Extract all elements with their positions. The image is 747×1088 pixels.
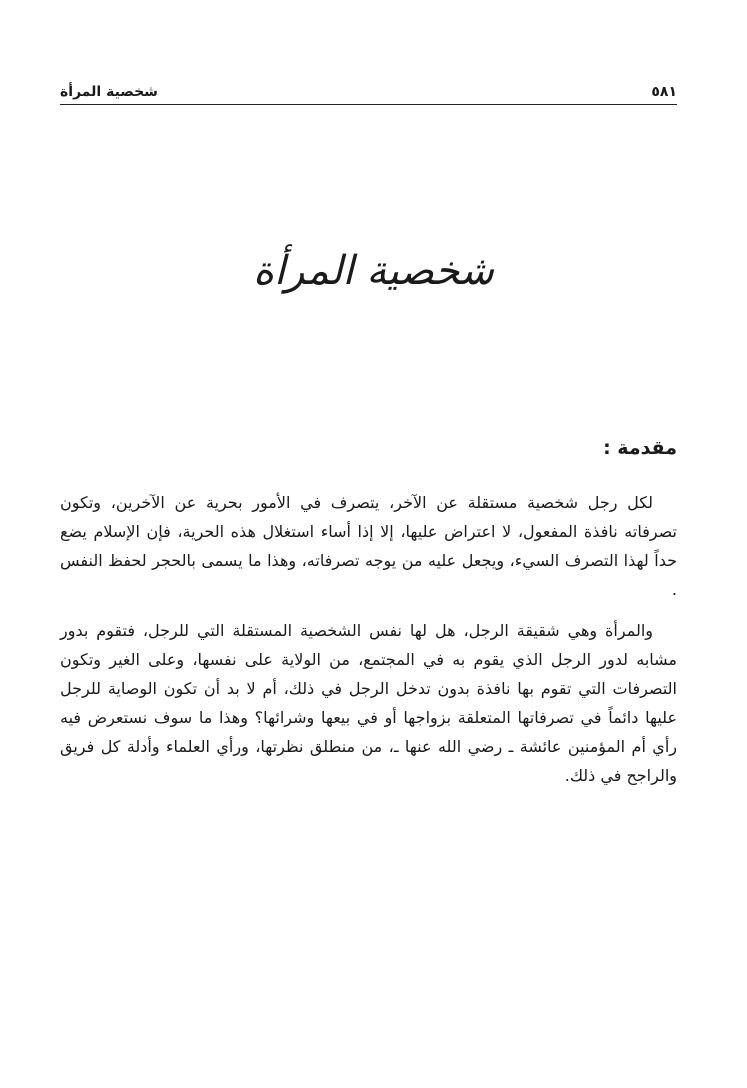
body-text — [60, 488, 677, 790]
running-title: شخصية المرأة — [60, 84, 158, 100]
section-heading: مقدمة : — [603, 437, 677, 459]
paragraph-1: لكل رجل شخصية مستقلة عن الآخر، يتصرف في الأمور بحرية عن الآخرين، وتكون تصرفاته نافذة المفعول، لا اعتراض عليها، إلا إذا أساء استغلال هذه الحرية، فإن الإسلام يضع حداً لهذا التصرف السيء، ويجعل عليه من يوجه تصرفاته، وهذا ما يسمى بالحجر لحفظ النفس . — [60, 493, 677, 599]
page-number: ٥٨١ — [651, 84, 677, 100]
header-rule — [60, 104, 677, 105]
paragraph-2: والمرأة وهي شقيقة الرجل، هل لها نفس الشخصية المستقلة التي للرجل، فتقوم بدور مشابه لدور الرجل الذي يقوم به في المجتمع، من الولاية على نفسها، وعلى الغير وتكون التصرفات التي تقوم بها نافذة بدون تدخل الرجل في ذلك، أم لا بد أن تكون الوصاية للرجل عليها دائماً في تصرفاتها المتعلقة بزواجها أو في بيعها وشرائها؟ وهذا ما سوف نستعرض فيه رأي أم المؤمنين عائشة ـ رضي الله عنها ـ، من منطلق نظرتها، ورأي العلماء وأدلة كل فريق والراجح في ذلك. — [60, 621, 677, 785]
running-header — [60, 76, 677, 100]
chapter-title: شخصية المرأة — [253, 248, 494, 294]
